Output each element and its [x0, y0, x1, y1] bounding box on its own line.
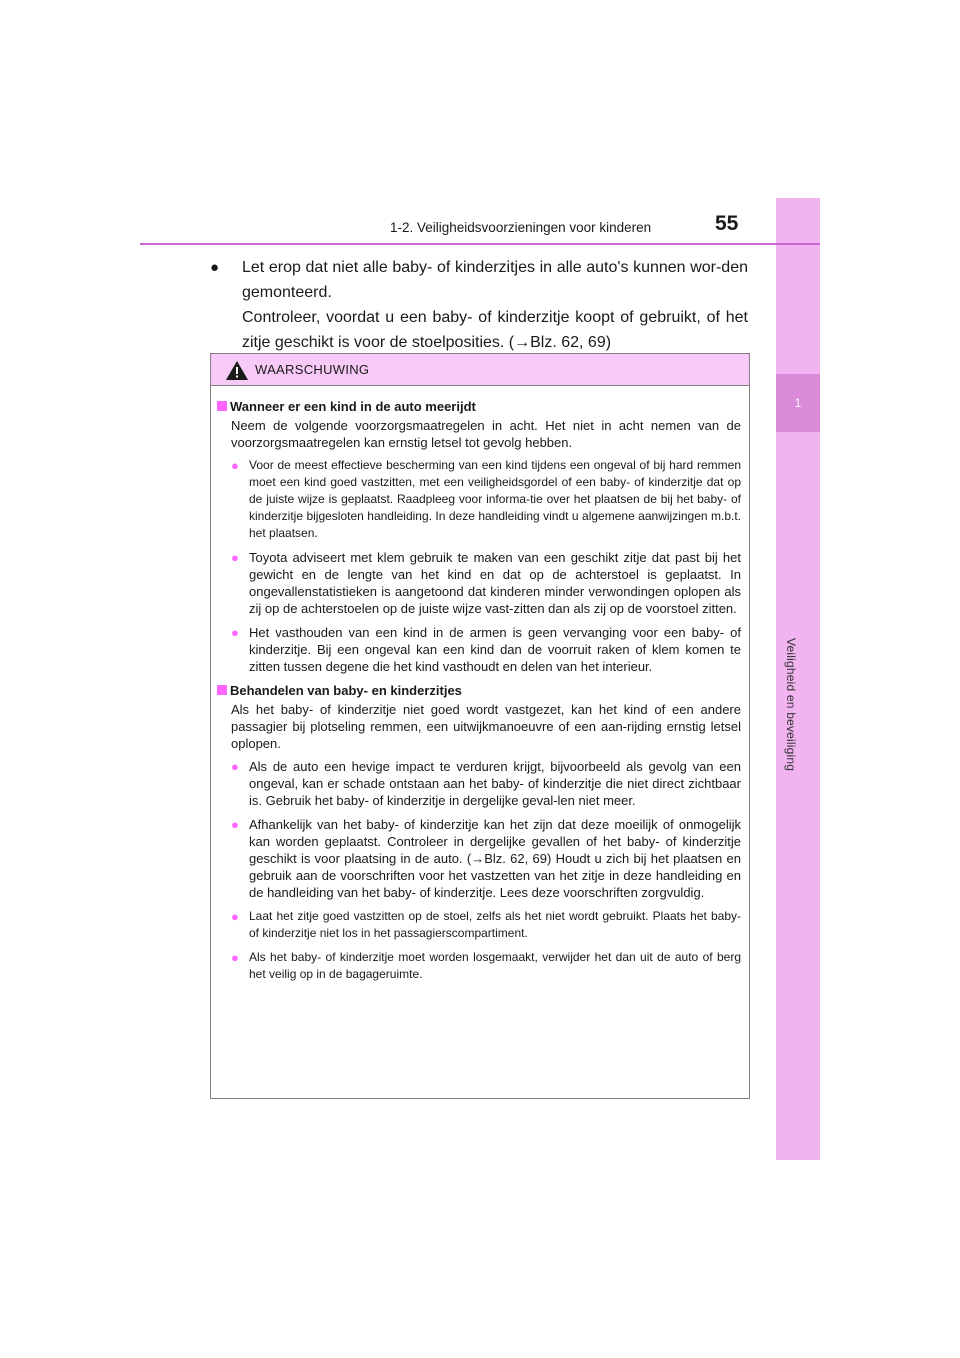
- section-heading-child-passenger: Wanneer er een kind in de auto meerijdt: [217, 398, 741, 415]
- square-bullet-icon: [217, 401, 227, 411]
- list-item: ● Afhankelijk van het baby- of kinderzitje kan het zijn dat deze moeilijk of onmogelijk kan worden geplaatst. Controleer in dergelijke gevallen of het baby- of kinderzitje geschikt is voor plaatsing in de auto. (→Blz. 62, 69) Houdt u zich bij het plaatsen en gebruik aan de voorschriften voor het vastzetten van het zitje in deze handleiding en de handleiding van het baby- of kinderzitje. Lees deze voorschriften zorgvuldig.: [231, 817, 741, 900]
- chapter-tab[interactable]: [776, 374, 820, 432]
- list-item: ● Toyota adviseert met klem gebruik te maken van een geschikt zitje dat past bij het gewicht en de lengte van het kind en dat op de achterstoel is geplaatst. In ongevallenstatistieken is aangetoond dat kinderen minder verwondingen oplopen als zij op de achterstoelen op de juiste wijze vast-zitten dan als zij op de voorstoel zitten.: [231, 550, 741, 616]
- section-text: Neem de volgende voorzorgsmaatregelen in acht. Het niet in acht nemen van de voorzorgsmaatregelen kan ernstig letsel tot gevolg hebben.: [231, 418, 741, 450]
- dot-bullet-icon: ●: [231, 458, 239, 473]
- chapter-title: Veiligheid en beveiliging: [784, 638, 798, 772]
- dot-bullet-icon: ●: [231, 950, 239, 965]
- list-item: ● Laat het zitje goed vastzitten op de stoel, zelfs als het niet wordt gebruikt. Plaats het baby- of kinderzitje niet los in het passagierscompartiment.: [231, 909, 741, 940]
- dot-bullet-icon: ●: [231, 817, 239, 832]
- dot-bullet-icon: ●: [231, 759, 239, 774]
- chapter-sidebar: [776, 198, 820, 1160]
- intro-note: [210, 255, 748, 355]
- chapter-number: 1: [794, 396, 802, 410]
- intro-line-1: Let erop dat niet alle baby- of kinderzitjes in alle auto's kunnen wor-den gemonteerd.: [242, 259, 748, 301]
- section-title: 1-2. Veiligheidsvoorzieningen voor kinderen: [390, 220, 652, 235]
- list-item: ● Voor de meest effectieve bescherming van een kind tijdens een ongeval of bij hard remmen moet een kind goed vastzitten, met een veiligheidsgordel of een baby- of kinderzitje dat op de juiste wijze is geplaatst. Raadpleeg voor informa-tie over het plaatsen de bij het baby- of kinderzitje bijgesloten handleiding. In deze handleiding vindt u algemene aanwijzingen m.b.t. het plaatsen.: [231, 458, 741, 540]
- section-heading-child-seats: Behandelen van baby- en kinderzitjes: [217, 682, 741, 699]
- warning-triangle-icon: [226, 361, 248, 380]
- section-text: Als het baby- of kinderzitje niet goed wordt vastgezet, kan het kind of een andere passagier bij plotseling remmen, een uitwijkmanoeuvre of een aan-rijding ernstig letsel oplopen.: [231, 702, 741, 751]
- page-number: 55: [715, 212, 739, 235]
- square-bullet-icon: [217, 685, 227, 695]
- warning-header: [211, 354, 749, 386]
- list-item: ● Als de auto een hevige impact te verduren krijgt, bijvoorbeeld als gevolg van een ongeval, kan er schade ontstaan aan het baby- of kinderzitje die niet direct zichtbaar is. Gebruik het baby- of kinderzitje in dergelijke geval-len niet meer.: [231, 759, 741, 808]
- intro-bullet: ●: [210, 259, 220, 276]
- dot-bullet-icon: ●: [231, 550, 239, 565]
- intro-line-2: Controleer, voordat u een baby- of kinderzitje koopt of gebruikt, of het zitje geschikt is voor de stoelposities. (→Blz. 62, 69): [242, 309, 748, 351]
- warning-title: WAARSCHUWING: [255, 362, 370, 377]
- list-item: ● Het vasthouden van een kind in de armen is geen vervanging voor een baby- of kinderzitje. Bij een ongeval kan een kind dan de voorruit raken of klem komen te zitten tussen degene die het kind vasthoudt en delen van het interieur.: [231, 625, 741, 674]
- header-divider: [140, 243, 820, 245]
- list-item: ● Als het baby- of kinderzitje moet worden losgemaakt, verwijder het dan uit de auto of berg het veilig op in de bagageruimte.: [231, 950, 741, 981]
- dot-bullet-icon: ●: [231, 625, 239, 640]
- dot-bullet-icon: ●: [231, 909, 239, 924]
- warning-box: [210, 353, 750, 1099]
